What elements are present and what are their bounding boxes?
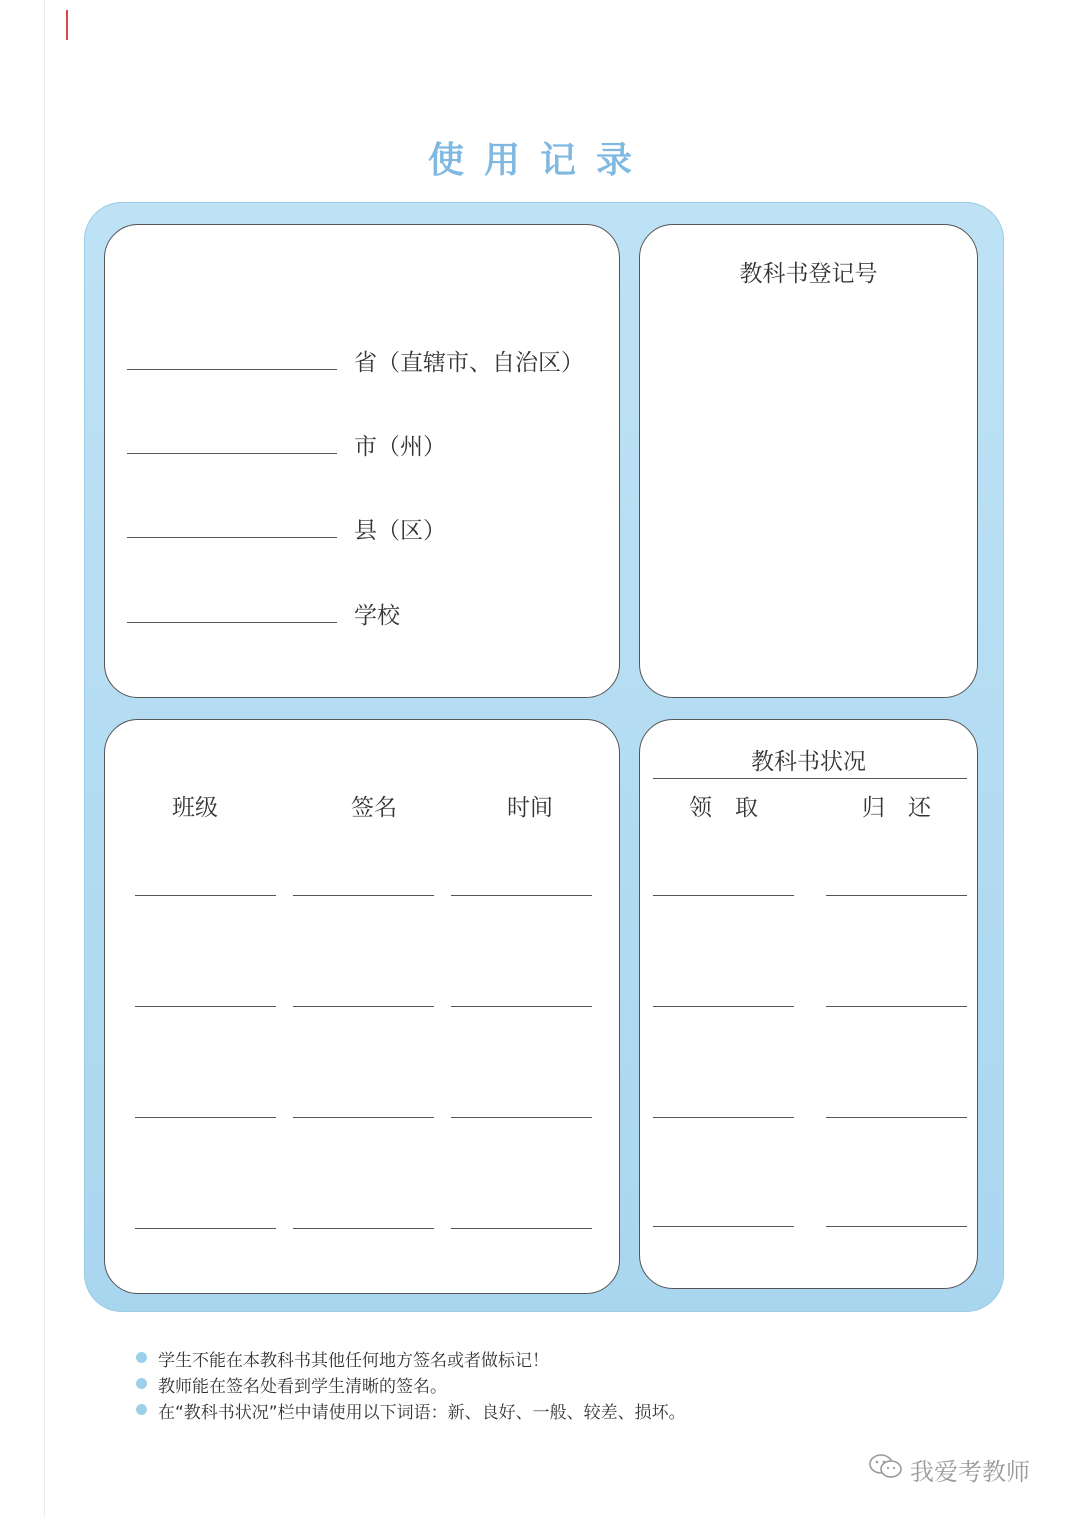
page-title: 使用记录	[427, 140, 652, 181]
bullet-icon	[136, 1404, 147, 1415]
notes-list	[136, 1346, 686, 1424]
class-line[interactable]	[135, 1228, 276, 1229]
county-label: 县（区）	[354, 518, 446, 544]
signature-header: 签名	[351, 795, 397, 821]
receive-header: 领 取	[689, 795, 758, 821]
time-line[interactable]	[451, 1006, 592, 1007]
watermark-text: 我爱考教师	[910, 1458, 1030, 1486]
class-line[interactable]	[135, 895, 276, 896]
registration-heading: 教科书登记号	[739, 261, 878, 287]
county-input-line[interactable]	[127, 537, 337, 538]
class-line[interactable]	[135, 1006, 276, 1007]
time-line[interactable]	[451, 1117, 592, 1118]
time-line[interactable]	[451, 895, 592, 896]
return-line[interactable]	[826, 895, 967, 896]
return-header: 归 还	[862, 795, 931, 821]
city-label: 市（州）	[354, 434, 446, 460]
note-item	[136, 1346, 686, 1372]
receive-line[interactable]	[653, 895, 794, 896]
city-input-line[interactable]	[127, 453, 337, 454]
time-header: 时间	[507, 795, 553, 821]
registration-panel	[639, 224, 978, 698]
status-heading: 教科书状况	[751, 749, 866, 775]
signature-line[interactable]	[293, 1228, 434, 1229]
time-line[interactable]	[451, 1228, 592, 1229]
class-line[interactable]	[135, 1117, 276, 1118]
province-input-line[interactable]	[127, 369, 337, 370]
receive-line[interactable]	[653, 1117, 794, 1118]
return-line[interactable]	[826, 1226, 967, 1227]
spine-line	[44, 0, 45, 1517]
class-header: 班级	[172, 795, 218, 821]
bullet-icon	[136, 1378, 147, 1389]
return-line[interactable]	[826, 1117, 967, 1118]
receive-line[interactable]	[653, 1006, 794, 1007]
signature-line[interactable]	[293, 895, 434, 896]
school-input-line[interactable]	[127, 622, 337, 623]
signature-line[interactable]	[293, 1006, 434, 1007]
note-item	[136, 1372, 686, 1398]
note-text: 教师能在签名处看到学生清晰的签名。	[158, 1377, 447, 1397]
note-text: 学生不能在本教科书其他任何地方签名或者做标记！	[158, 1351, 549, 1371]
note-item	[136, 1398, 686, 1424]
province-label: 省（直辖市、自治区）	[354, 350, 584, 376]
signature-line[interactable]	[293, 1117, 434, 1118]
spine-mark	[66, 10, 68, 40]
note-text: 在“教科书状况”栏中请使用以下词语：新、良好、一般、较差、损坏。	[158, 1403, 686, 1423]
receive-line[interactable]	[653, 1226, 794, 1227]
wechat-icon	[868, 1453, 904, 1479]
return-line[interactable]	[826, 1006, 967, 1007]
status-heading-divider	[653, 778, 967, 779]
school-label: 学校	[354, 603, 400, 629]
bullet-icon	[136, 1352, 147, 1363]
